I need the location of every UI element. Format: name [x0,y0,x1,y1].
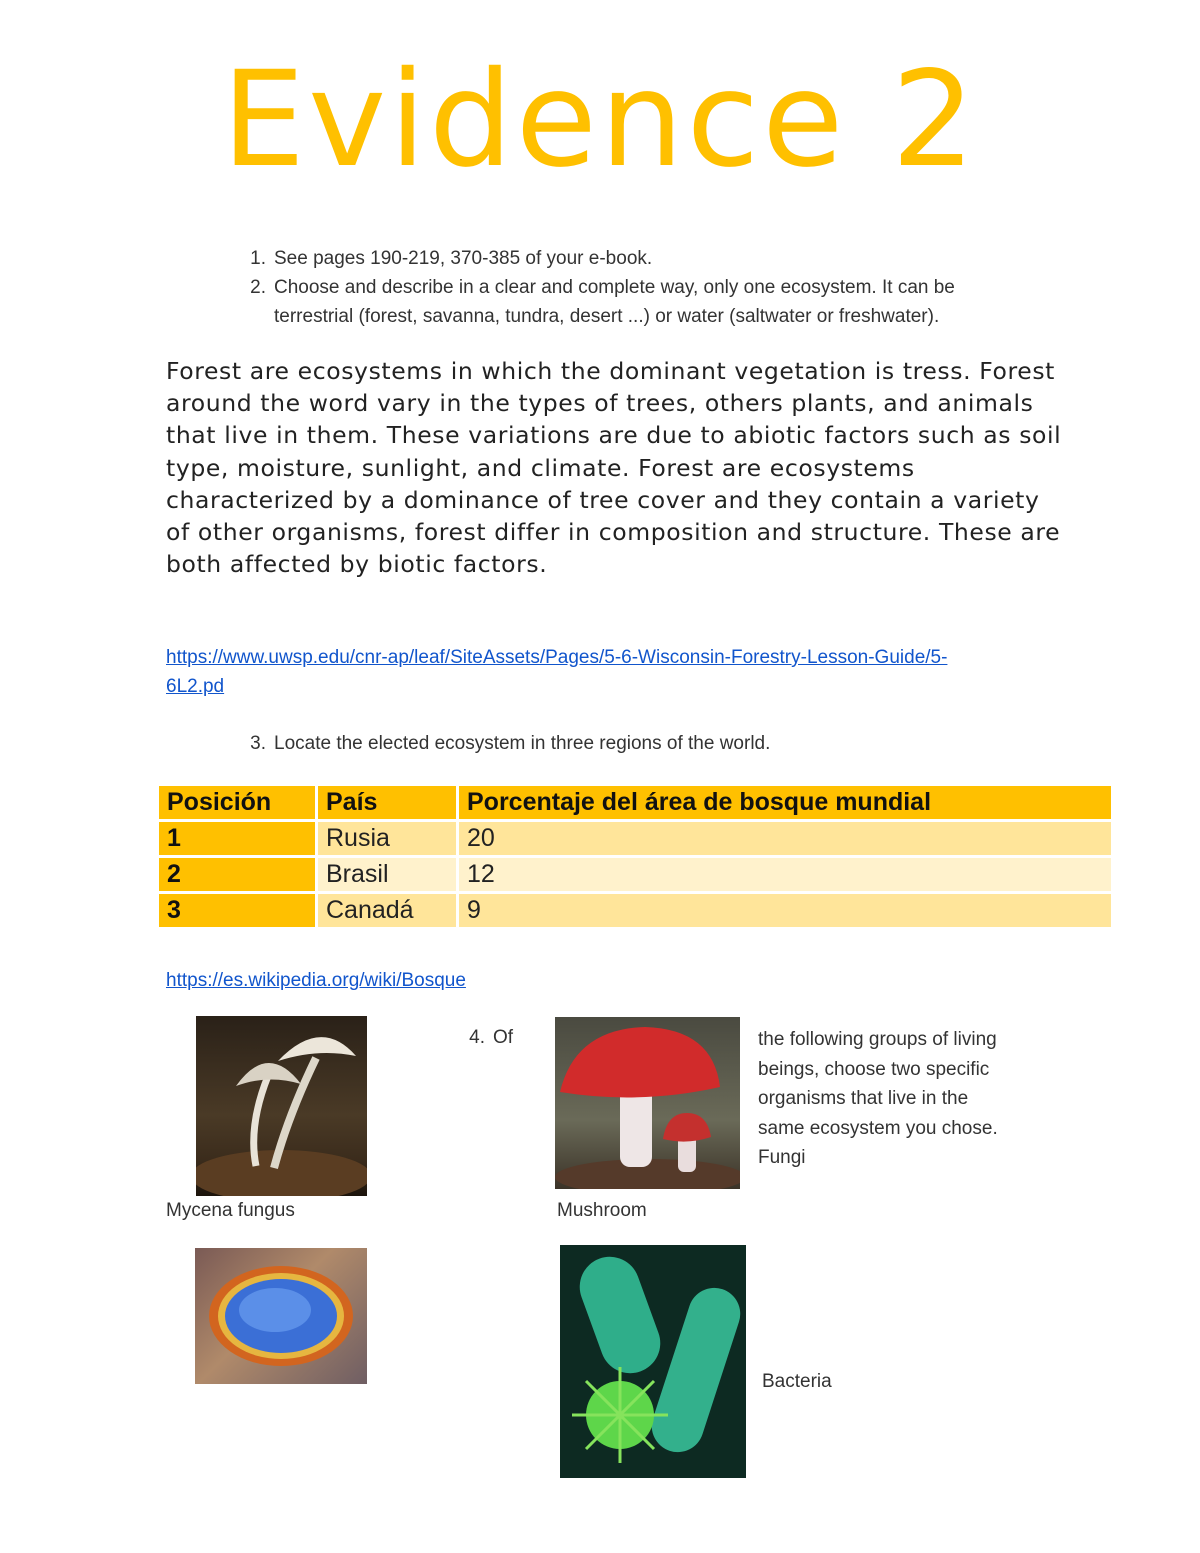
instruction-number: 2. [250,277,266,298]
cell-position: 2 [159,858,315,891]
side-text-fungi: Fungi [758,1147,806,1168]
instruction-1 [250,244,653,273]
instruction-2 [250,273,955,331]
instruction-3 [250,729,771,758]
side-text-line: the following groups of living [758,1029,997,1050]
cell-position: 1 [159,822,315,855]
ecosystem-description: Forest are ecosystems in which the dominant vegetation is tress. Forest around the word vary in the types of trees, others plants, and animals that live in them. These variations are due to abiotic factors such as soil type, moisture, sunlight, and climate. Forest are ecosystems characterized by a dominance of tree cover and they contain a variety of other organisms, forest differ in composition and structure. These are both affected by biotic factors. [166,357,1062,579]
header-porcentaje: Porcentaje del área de bosque mundial [459,786,1111,819]
mycena-fungus-image [196,1016,367,1196]
caption-bacteria: Bacteria [762,1371,832,1392]
link-line-2[interactable]: 6L2.pd [166,676,225,697]
mushroom-illustration [555,1017,740,1189]
forest-area-table [156,783,1114,930]
caption-mycena: Mycena fungus [166,1200,295,1221]
side-text-line: same ecosystem you chose. [758,1117,998,1139]
caption-mushroom: Mushroom [557,1200,647,1221]
cell-percentage: 12 [459,858,1111,891]
source-link-wikipedia[interactable]: https://es.wikipedia.org/wiki/Bosque [166,970,466,991]
header-pais: País [318,786,456,819]
source-link-2-wrapper [166,966,466,995]
instruction-number: 4. [469,1027,485,1048]
source-link-1-wrapper [166,643,1046,701]
mycena-illustration [196,1016,367,1196]
table-row [159,894,1111,927]
instruction-4 [469,1023,514,1052]
mushroom-image [555,1017,740,1189]
instruction-text: Of [493,1027,514,1048]
cell-country: Brasil [318,858,456,891]
link-line-1[interactable]: https://www.uwsp.edu/cnr-ap/leaf/SiteAssets/Pages/5-6-Wisconsin-Forestry-Lesson-Guide/5- [166,647,948,668]
header-posicion: Posición [159,786,315,819]
source-link-uwsp[interactable] [166,647,947,697]
side-text-line: beings, choose two specific [758,1058,990,1080]
instruction-number: 3. [250,733,266,754]
instruction-text: See pages 190-219, 370-385 of your e-book. [274,248,653,269]
cell-percentage: 20 [459,822,1111,855]
side-text-line: organisms that live in the [758,1088,969,1109]
cell-percentage: 9 [459,894,1111,927]
cell-country: Canadá [318,894,456,927]
protist-image [195,1248,367,1384]
cell-country: Rusia [318,822,456,855]
instruction-text: Choose and describe in a clear and complete way, only one ecosystem. It can be [274,277,955,298]
protist-illustration [195,1248,367,1384]
cell-position: 3 [159,894,315,927]
table-row [159,822,1111,855]
bacteria-illustration [560,1245,746,1478]
page-title: Evidence 2 [221,43,979,197]
organisms-instruction-text [758,1025,998,1173]
instruction-text-continued: terrestrial (forest, savanna, tundra, desert ...) or water (saltwater or freshwater). [274,306,940,327]
bacteria-image [560,1245,746,1478]
table-header-row [159,786,1111,819]
table-row [159,858,1111,891]
instruction-number: 1. [250,248,266,269]
instruction-text: Locate the elected ecosystem in three regions of the world. [274,733,771,754]
